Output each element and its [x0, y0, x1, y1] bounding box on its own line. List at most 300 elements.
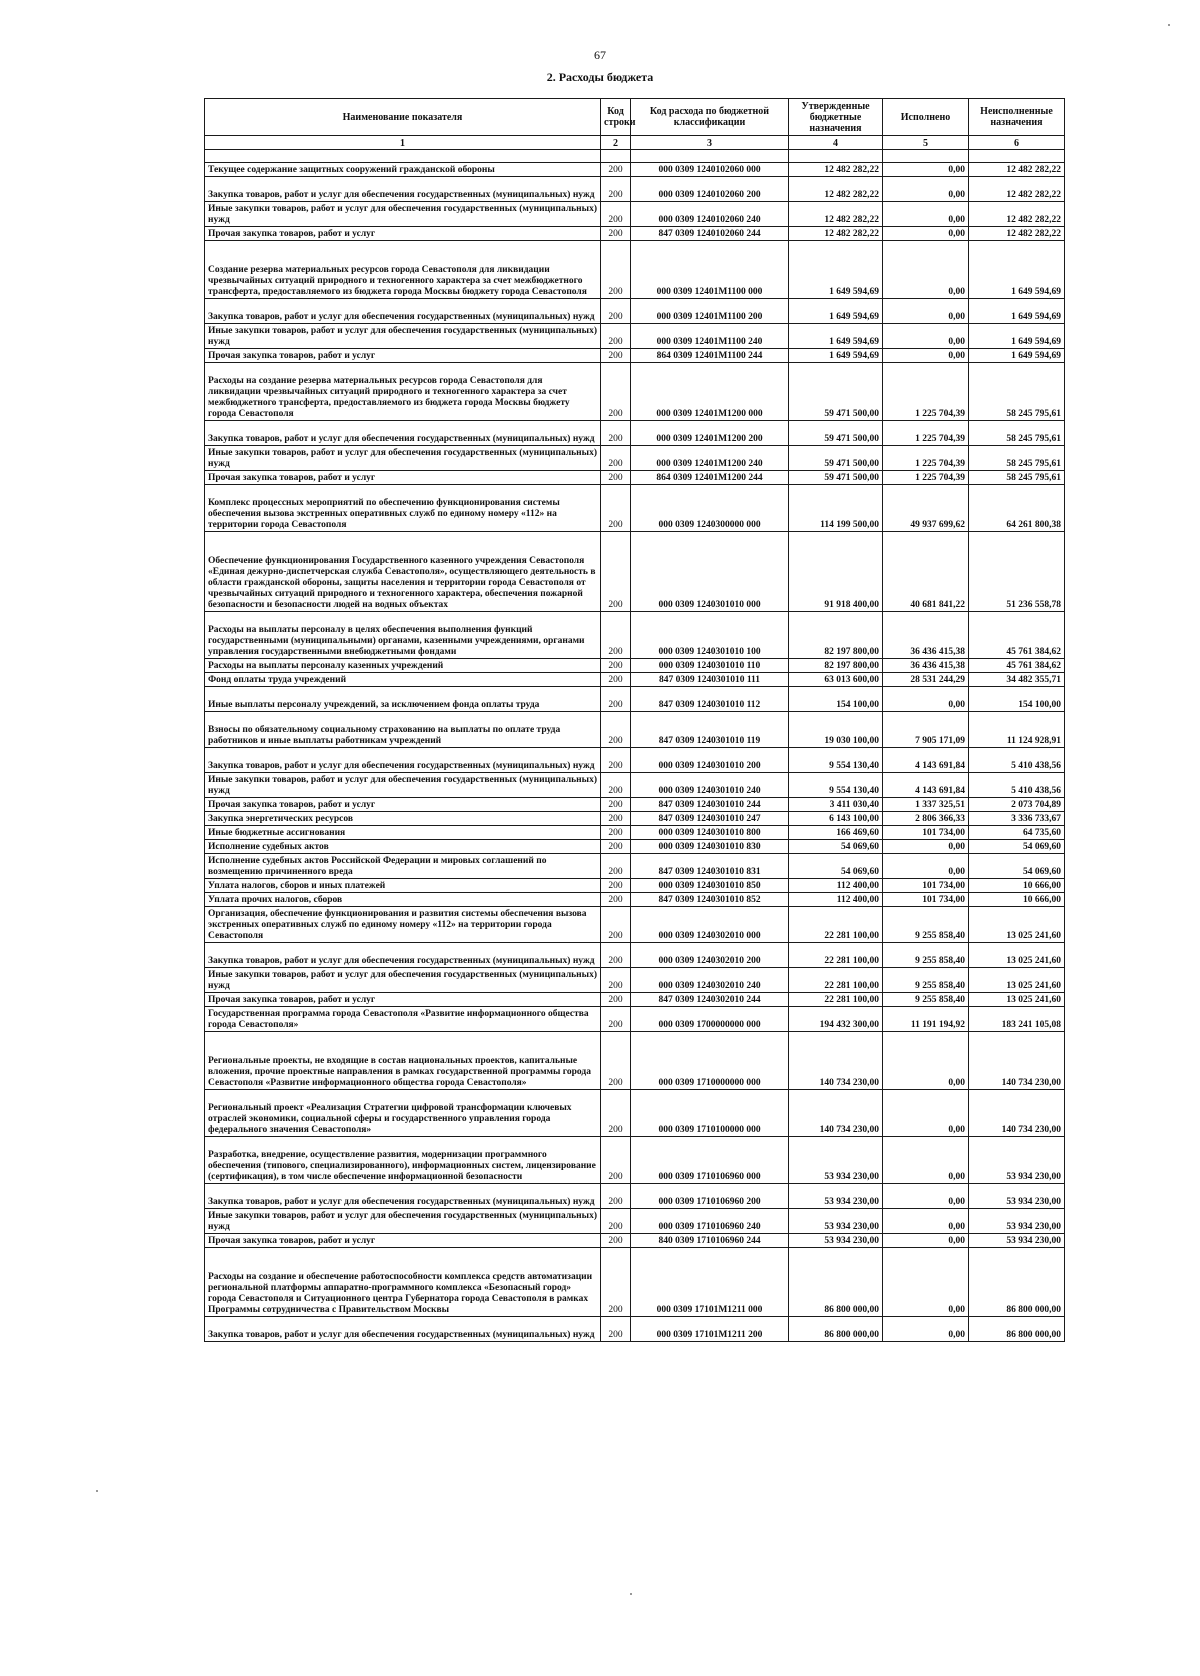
row-executed: 0,00	[883, 202, 969, 227]
row-executed: 36 436 415,38	[883, 612, 969, 659]
row-approved: 166 469,60	[789, 826, 883, 840]
table-row	[205, 421, 1065, 446]
row-approved: 6 143 100,00	[789, 812, 883, 826]
row-budget-code: 000 0309 1700000000 000	[631, 1007, 789, 1032]
row-budget-code: 000 0309 1240301010 830	[631, 840, 789, 854]
row-approved: 9 554 130,40	[789, 773, 883, 798]
row-approved: 22 281 100,00	[789, 943, 883, 968]
row-executed: 0,00	[883, 1209, 969, 1234]
row-approved: 22 281 100,00	[789, 907, 883, 943]
row-budget-code: 840 0309 1710106960 244	[631, 1234, 789, 1248]
row-executed: 49 937 699,62	[883, 485, 969, 532]
row-remaining: 12 482 282,22	[969, 177, 1065, 202]
row-executed: 36 436 415,38	[883, 659, 969, 673]
row-remaining: 5 410 438,56	[969, 773, 1065, 798]
row-name: Текущее содержание защитных сооружений гражданской обороны	[205, 163, 601, 177]
row-budget-code: 000 0309 1240301010 000	[631, 532, 789, 612]
row-approved: 112 400,00	[789, 893, 883, 907]
row-line-code: 200	[601, 840, 631, 854]
row-executed: 4 143 691,84	[883, 773, 969, 798]
row-name: Прочая закупка товаров, работ и услуг	[205, 227, 601, 241]
row-approved: 82 197 800,00	[789, 659, 883, 673]
row-executed: 11 191 194,92	[883, 1007, 969, 1032]
row-executed: 0,00	[883, 1317, 969, 1342]
row-approved: 53 934 230,00	[789, 1137, 883, 1184]
header-line-code: Код строки	[601, 99, 631, 136]
row-name: Обеспечение функционирования Государственного казенного учреждения Севастополя «Единая дежурно-диспетчерская служба Севастополя», осуществляющего деятельность в области гражданской обороны, защиты населения и территории города Севастополя от чрезвычайных ситуаций природного и техногенного характера, обеспечения пожарной безопасности и безопасности людей на водных объектах	[205, 532, 601, 612]
row-line-code: 200	[601, 968, 631, 993]
row-budget-code: 847 0309 1240301010 119	[631, 712, 789, 748]
row-remaining: 53 934 230,00	[969, 1234, 1065, 1248]
row-executed: 1 225 704,39	[883, 471, 969, 485]
row-remaining: 5 410 438,56	[969, 748, 1065, 773]
row-name: Расходы на создание резерва материальных ресурсов города Севастополя для ликвидации чрезвычайных ситуаций природного и техногенного характера за счет межбюджетного трансферта, предоставляемого из бюджета города Москвы бюджету города Севастополя	[205, 363, 601, 421]
table-row	[205, 1248, 1065, 1317]
row-line-code: 200	[601, 798, 631, 812]
row-name: Прочая закупка товаров, работ и услуг	[205, 798, 601, 812]
row-line-code: 200	[601, 673, 631, 687]
table-row	[205, 202, 1065, 227]
row-line-code: 200	[601, 854, 631, 879]
row-name: Иные выплаты персоналу учреждений, за исключением фонда оплаты труда	[205, 687, 601, 712]
row-name: Иные закупки товаров, работ и услуг для обеспечения государственных (муниципальных) нужд	[205, 968, 601, 993]
row-approved: 194 432 300,00	[789, 1007, 883, 1032]
row-remaining: 13 025 241,60	[969, 907, 1065, 943]
row-name: Иные бюджетные ассигнования	[205, 826, 601, 840]
row-remaining: 10 666,00	[969, 879, 1065, 893]
row-line-code: 200	[601, 471, 631, 485]
row-executed: 9 255 858,40	[883, 943, 969, 968]
row-line-code: 200	[601, 421, 631, 446]
row-line-code: 200	[601, 241, 631, 299]
table-row	[205, 227, 1065, 241]
column-number: 5	[883, 136, 969, 150]
table-row	[205, 1209, 1065, 1234]
table-row	[205, 748, 1065, 773]
row-executed: 40 681 841,22	[883, 532, 969, 612]
row-name: Прочая закупка товаров, работ и услуг	[205, 349, 601, 363]
table-row	[205, 893, 1065, 907]
row-budget-code: 000 0309 1240102060 200	[631, 177, 789, 202]
row-executed: 1 225 704,39	[883, 363, 969, 421]
row-budget-code: 000 0309 12401М1100 000	[631, 241, 789, 299]
table-row	[205, 773, 1065, 798]
row-approved: 140 734 230,00	[789, 1090, 883, 1137]
row-executed: 0,00	[883, 349, 969, 363]
row-budget-code: 847 0309 1240301010 247	[631, 812, 789, 826]
column-number-row	[205, 136, 1065, 150]
row-remaining: 1 649 594,69	[969, 349, 1065, 363]
row-approved: 112 400,00	[789, 879, 883, 893]
row-line-code: 200	[601, 446, 631, 471]
column-number: 2	[601, 136, 631, 150]
row-line-code: 200	[601, 1007, 631, 1032]
row-name: Организация, обеспечение функционирования и развития системы обеспечения вызова экстренных оперативных служб по единому номеру «112» на территории города Севастополя	[205, 907, 601, 943]
row-remaining: 1 649 594,69	[969, 241, 1065, 299]
table-row	[205, 798, 1065, 812]
row-line-code: 200	[601, 299, 631, 324]
table-row	[205, 612, 1065, 659]
table-row	[205, 1184, 1065, 1209]
table-row	[205, 907, 1065, 943]
table-row	[205, 673, 1065, 687]
column-number: 4	[789, 136, 883, 150]
row-budget-code: 000 0309 12401М1100 200	[631, 299, 789, 324]
table-row	[205, 826, 1065, 840]
row-remaining: 54 069,60	[969, 854, 1065, 879]
row-budget-code: 000 0309 1240302010 240	[631, 968, 789, 993]
table-row	[205, 687, 1065, 712]
row-line-code: 200	[601, 1209, 631, 1234]
row-remaining: 53 934 230,00	[969, 1184, 1065, 1209]
column-number: 1	[205, 136, 601, 150]
row-line-code: 200	[601, 1090, 631, 1137]
table-row	[205, 446, 1065, 471]
row-executed: 0,00	[883, 324, 969, 349]
row-budget-code: 000 0309 1710106960 200	[631, 1184, 789, 1209]
row-line-code: 200	[601, 1137, 631, 1184]
row-executed: 0,00	[883, 840, 969, 854]
table-row	[205, 1007, 1065, 1032]
page-number: 67	[594, 48, 606, 62]
table-row	[205, 712, 1065, 748]
table-row	[205, 1090, 1065, 1137]
row-remaining: 64 735,60	[969, 826, 1065, 840]
row-budget-code: 000 0309 1240301010 800	[631, 826, 789, 840]
row-approved: 53 934 230,00	[789, 1209, 883, 1234]
row-budget-code: 847 0309 1240301010 112	[631, 687, 789, 712]
row-approved: 86 800 000,00	[789, 1317, 883, 1342]
row-executed: 101 734,00	[883, 879, 969, 893]
row-line-code: 200	[601, 324, 631, 349]
row-line-code: 200	[601, 612, 631, 659]
row-budget-code: 000 0309 1240302010 000	[631, 907, 789, 943]
row-name: Разработка, внедрение, осуществление развития, модернизации программного обеспечения (типового, специализированного), информационных систем, лицензирование (сертификация), в том числе обеспечение информационной безопасности	[205, 1137, 601, 1184]
row-approved: 54 069,60	[789, 854, 883, 879]
row-remaining: 12 482 282,22	[969, 227, 1065, 241]
row-budget-code: 000 0309 1710106960 000	[631, 1137, 789, 1184]
row-budget-code: 000 0309 1240301010 200	[631, 748, 789, 773]
row-approved: 53 934 230,00	[789, 1184, 883, 1209]
row-remaining: 140 734 230,00	[969, 1032, 1065, 1090]
row-line-code: 200	[601, 879, 631, 893]
row-remaining: 54 069,60	[969, 840, 1065, 854]
row-budget-code: 000 0309 1240301010 110	[631, 659, 789, 673]
column-number: 3	[631, 136, 789, 150]
row-remaining: 58 245 795,61	[969, 471, 1065, 485]
row-name: Взносы по обязательному социальному страхованию на выплаты по оплате труда работников и иные выплаты работникам учреждений	[205, 712, 601, 748]
row-remaining: 51 236 558,78	[969, 532, 1065, 612]
table-row	[205, 993, 1065, 1007]
row-executed: 9 255 858,40	[883, 993, 969, 1007]
table-header-row	[205, 99, 1065, 136]
row-approved: 91 918 400,00	[789, 532, 883, 612]
row-line-code: 200	[601, 177, 631, 202]
table-row	[205, 879, 1065, 893]
section-title: 2. Расходы бюджета	[546, 70, 654, 84]
table-row	[205, 854, 1065, 879]
table-body	[205, 163, 1065, 1342]
row-remaining: 58 245 795,61	[969, 446, 1065, 471]
row-budget-code: 000 0309 1710000000 000	[631, 1032, 789, 1090]
row-approved: 59 471 500,00	[789, 421, 883, 446]
table-row	[205, 840, 1065, 854]
row-remaining: 1 649 594,69	[969, 324, 1065, 349]
table-row	[205, 812, 1065, 826]
row-line-code: 200	[601, 349, 631, 363]
row-budget-code: 000 0309 12401М1200 240	[631, 446, 789, 471]
row-approved: 22 281 100,00	[789, 993, 883, 1007]
row-line-code: 200	[601, 363, 631, 421]
row-approved: 63 013 600,00	[789, 673, 883, 687]
row-approved: 59 471 500,00	[789, 471, 883, 485]
row-budget-code: 847 0309 1240301010 852	[631, 893, 789, 907]
row-remaining: 13 025 241,60	[969, 943, 1065, 968]
row-budget-code: 000 0309 1240102060 000	[631, 163, 789, 177]
row-approved: 1 649 594,69	[789, 349, 883, 363]
row-line-code: 200	[601, 1317, 631, 1342]
row-name: Расходы на создание и обеспечение работоспособности комплекса средств автоматизации региональной платформы аппаратно-программного комплекса «Безопасный город» города Севастополя и Ситуационного центра Губернатора города Севастополя в рамках Программы сотрудничества с Правительством Москвы	[205, 1248, 601, 1317]
row-name: Комплекс процессных мероприятий по обеспечению функционирования системы обеспечения вызова экстренных оперативных служб по единому номеру «112» на территории города Севастополя	[205, 485, 601, 532]
row-approved: 59 471 500,00	[789, 446, 883, 471]
row-line-code: 200	[601, 993, 631, 1007]
header-budget-code: Код расхода по бюджетной классификации	[631, 99, 789, 136]
row-name: Государственная программа города Севастополя «Развитие информационного общества города Севастополя»	[205, 1007, 601, 1032]
row-line-code: 200	[601, 202, 631, 227]
header-executed: Исполнено	[883, 99, 969, 136]
row-remaining: 64 261 800,38	[969, 485, 1065, 532]
table-row	[205, 471, 1065, 485]
row-budget-code: 000 0309 12401М1100 240	[631, 324, 789, 349]
scan-speck	[1168, 24, 1170, 26]
row-line-code: 200	[601, 1184, 631, 1209]
row-line-code: 200	[601, 1032, 631, 1090]
row-remaining: 11 124 928,91	[969, 712, 1065, 748]
row-name: Иные закупки товаров, работ и услуг для обеспечения государственных (муниципальных) нужд	[205, 446, 601, 471]
row-approved: 12 482 282,22	[789, 163, 883, 177]
row-name: Исполнение судебных актов Российской Федерации и мировых соглашений по возмещению причиненного вреда	[205, 854, 601, 879]
row-executed: 0,00	[883, 1137, 969, 1184]
row-approved: 12 482 282,22	[789, 227, 883, 241]
row-executed: 0,00	[883, 1184, 969, 1209]
row-line-code: 200	[601, 943, 631, 968]
row-budget-code: 000 0309 12401М1200 200	[631, 421, 789, 446]
row-executed: 9 255 858,40	[883, 907, 969, 943]
row-line-code: 200	[601, 748, 631, 773]
row-name: Прочая закупка товаров, работ и услуг	[205, 471, 601, 485]
row-executed: 0,00	[883, 1234, 969, 1248]
row-executed: 0,00	[883, 687, 969, 712]
row-budget-code: 000 0309 1240102060 240	[631, 202, 789, 227]
table-row	[205, 363, 1065, 421]
row-line-code: 200	[601, 773, 631, 798]
row-line-code: 200	[601, 893, 631, 907]
row-name: Расходы на выплаты персоналу казенных учреждений	[205, 659, 601, 673]
row-approved: 1 649 594,69	[789, 324, 883, 349]
row-approved: 53 934 230,00	[789, 1234, 883, 1248]
row-executed: 101 734,00	[883, 826, 969, 840]
row-line-code: 200	[601, 826, 631, 840]
row-executed: 1 225 704,39	[883, 446, 969, 471]
row-name: Иные закупки товаров, работ и услуг для обеспечения государственных (муниципальных) нужд	[205, 773, 601, 798]
row-budget-code: 000 0309 1240300000 000	[631, 485, 789, 532]
row-name: Создание резерва материальных ресурсов города Севастополя для ликвидации чрезвычайных ситуаций природного и техногенного характера за счет межбюджетного трансферта, предоставляемого из бюджета города Москвы бюджету города Севастополя	[205, 241, 601, 299]
row-remaining: 58 245 795,61	[969, 421, 1065, 446]
row-line-code: 200	[601, 1234, 631, 1248]
row-name: Иные закупки товаров, работ и услуг для обеспечения государственных (муниципальных) нужд	[205, 202, 601, 227]
row-budget-code: 847 0309 1240102060 244	[631, 227, 789, 241]
row-approved: 1 649 594,69	[789, 299, 883, 324]
row-approved: 82 197 800,00	[789, 612, 883, 659]
column-number: 6	[969, 136, 1065, 150]
row-executed: 101 734,00	[883, 893, 969, 907]
row-executed: 0,00	[883, 299, 969, 324]
table-row	[205, 177, 1065, 202]
row-approved: 12 482 282,22	[789, 202, 883, 227]
row-budget-code: 864 0309 12401М1100 244	[631, 349, 789, 363]
row-line-code: 200	[601, 712, 631, 748]
row-budget-code: 000 0309 17101М1211 200	[631, 1317, 789, 1342]
row-remaining: 53 934 230,00	[969, 1137, 1065, 1184]
table-row	[205, 1234, 1065, 1248]
row-remaining: 154 100,00	[969, 687, 1065, 712]
scan-speck	[630, 1593, 632, 1595]
row-budget-code: 847 0309 1240302010 244	[631, 993, 789, 1007]
row-budget-code: 000 0309 1240301010 850	[631, 879, 789, 893]
table-row	[205, 324, 1065, 349]
row-approved: 86 800 000,00	[789, 1248, 883, 1317]
table-row	[205, 1137, 1065, 1184]
row-name: Исполнение судебных актов	[205, 840, 601, 854]
row-executed: 0,00	[883, 1090, 969, 1137]
row-remaining: 12 482 282,22	[969, 163, 1065, 177]
row-name: Иные закупки товаров, работ и услуг для обеспечения государственных (муниципальных) нужд	[205, 324, 601, 349]
row-remaining: 45 761 384,62	[969, 659, 1065, 673]
row-executed: 0,00	[883, 177, 969, 202]
row-approved: 22 281 100,00	[789, 968, 883, 993]
row-name: Расходы на выплаты персоналу в целях обеспечения выполнения функций государственными (муниципальными) органами, казенными учреждениями, органами управления государственными внебюджетными фондами	[205, 612, 601, 659]
row-executed: 1 225 704,39	[883, 421, 969, 446]
row-line-code: 200	[601, 659, 631, 673]
table-row	[205, 349, 1065, 363]
row-line-code: 200	[601, 163, 631, 177]
row-executed: 0,00	[883, 1032, 969, 1090]
row-executed: 2 806 366,33	[883, 812, 969, 826]
table-row	[205, 1032, 1065, 1090]
table-row	[205, 485, 1065, 532]
row-remaining: 34 482 355,71	[969, 673, 1065, 687]
row-name: Закупка товаров, работ и услуг для обеспечения государственных (муниципальных) нужд	[205, 1317, 601, 1342]
scan-speck	[96, 1490, 98, 1492]
row-remaining: 45 761 384,62	[969, 612, 1065, 659]
row-remaining: 140 734 230,00	[969, 1090, 1065, 1137]
row-budget-code: 864 0309 12401М1200 244	[631, 471, 789, 485]
row-executed: 28 531 244,29	[883, 673, 969, 687]
row-name: Уплата прочих налогов, сборов	[205, 893, 601, 907]
row-line-code: 200	[601, 227, 631, 241]
row-approved: 3 411 030,40	[789, 798, 883, 812]
row-line-code: 200	[601, 1248, 631, 1317]
row-name: Закупка товаров, работ и услуг для обеспечения государственных (муниципальных) нужд	[205, 421, 601, 446]
row-budget-code: 000 0309 1240301010 100	[631, 612, 789, 659]
row-remaining: 86 800 000,00	[969, 1248, 1065, 1317]
row-budget-code: 000 0309 1240302010 200	[631, 943, 789, 968]
row-budget-code: 000 0309 1710100000 000	[631, 1090, 789, 1137]
row-name: Закупка товаров, работ и услуг для обеспечения государственных (муниципальных) нужд	[205, 1184, 601, 1209]
row-approved: 140 734 230,00	[789, 1032, 883, 1090]
row-budget-code: 000 0309 1240301010 240	[631, 773, 789, 798]
row-budget-code: 847 0309 1240301010 244	[631, 798, 789, 812]
row-budget-code: 000 0309 1710106960 240	[631, 1209, 789, 1234]
table-row	[205, 1317, 1065, 1342]
row-line-code: 200	[601, 485, 631, 532]
row-remaining: 13 025 241,60	[969, 968, 1065, 993]
row-approved: 54 069,60	[789, 840, 883, 854]
row-remaining: 3 336 733,67	[969, 812, 1065, 826]
row-name: Закупка товаров, работ и услуг для обеспечения государственных (муниципальных) нужд	[205, 943, 601, 968]
header-remaining: Неисполненные назначения	[969, 99, 1065, 136]
row-budget-code: 000 0309 12401М1200 000	[631, 363, 789, 421]
row-budget-code: 847 0309 1240301010 111	[631, 673, 789, 687]
row-budget-code: 000 0309 17101М1211 000	[631, 1248, 789, 1317]
row-name: Прочая закупка товаров, работ и услуг	[205, 1234, 601, 1248]
row-executed: 0,00	[883, 241, 969, 299]
row-name: Прочая закупка товаров, работ и услуг	[205, 993, 601, 1007]
spacer-row	[205, 150, 1065, 163]
row-remaining: 10 666,00	[969, 893, 1065, 907]
row-approved: 12 482 282,22	[789, 177, 883, 202]
header-approved: Утвержденные бюджетные назначения	[789, 99, 883, 136]
row-executed: 0,00	[883, 1248, 969, 1317]
row-name: Закупка товаров, работ и услуг для обеспечения государственных (муниципальных) нужд	[205, 748, 601, 773]
row-remaining: 2 073 704,89	[969, 798, 1065, 812]
row-remaining: 12 482 282,22	[969, 202, 1065, 227]
row-executed: 0,00	[883, 854, 969, 879]
row-executed: 0,00	[883, 163, 969, 177]
row-approved: 1 649 594,69	[789, 241, 883, 299]
row-line-code: 200	[601, 532, 631, 612]
row-executed: 9 255 858,40	[883, 968, 969, 993]
row-approved: 59 471 500,00	[789, 363, 883, 421]
table-row	[205, 659, 1065, 673]
row-name: Уплата налогов, сборов и иных платежей	[205, 879, 601, 893]
table-row	[205, 241, 1065, 299]
header-indicator-name: Наименование показателя	[205, 99, 601, 136]
row-remaining: 86 800 000,00	[969, 1317, 1065, 1342]
table-row	[205, 968, 1065, 993]
row-remaining: 183 241 105,08	[969, 1007, 1065, 1032]
row-remaining: 58 245 795,61	[969, 363, 1065, 421]
row-name: Фонд оплаты труда учреждений	[205, 673, 601, 687]
row-approved: 19 030 100,00	[789, 712, 883, 748]
table-row	[205, 299, 1065, 324]
row-executed: 0,00	[883, 227, 969, 241]
row-line-code: 200	[601, 812, 631, 826]
row-remaining: 13 025 241,60	[969, 993, 1065, 1007]
row-name: Закупка товаров, работ и услуг для обеспечения государственных (муниципальных) нужд	[205, 299, 601, 324]
row-executed: 1 337 325,51	[883, 798, 969, 812]
row-remaining: 1 649 594,69	[969, 299, 1065, 324]
row-remaining: 53 934 230,00	[969, 1209, 1065, 1234]
row-approved: 114 199 500,00	[789, 485, 883, 532]
row-name: Региональный проект «Реализация Стратегии цифровой трансформации ключевых отраслей экономики, социальной сферы и государственного управления города федерального значения Севастополя»	[205, 1090, 601, 1137]
row-executed: 7 905 171,09	[883, 712, 969, 748]
row-name: Региональные проекты, не входящие в состав национальных проектов, капитальные вложения, прочие проектные направления в рамках государственной программы города Севастополя «Развитие информационного общества города Севастополя»	[205, 1032, 601, 1090]
row-line-code: 200	[601, 687, 631, 712]
table-row	[205, 163, 1065, 177]
table-row	[205, 532, 1065, 612]
row-name: Закупка энергетических ресурсов	[205, 812, 601, 826]
